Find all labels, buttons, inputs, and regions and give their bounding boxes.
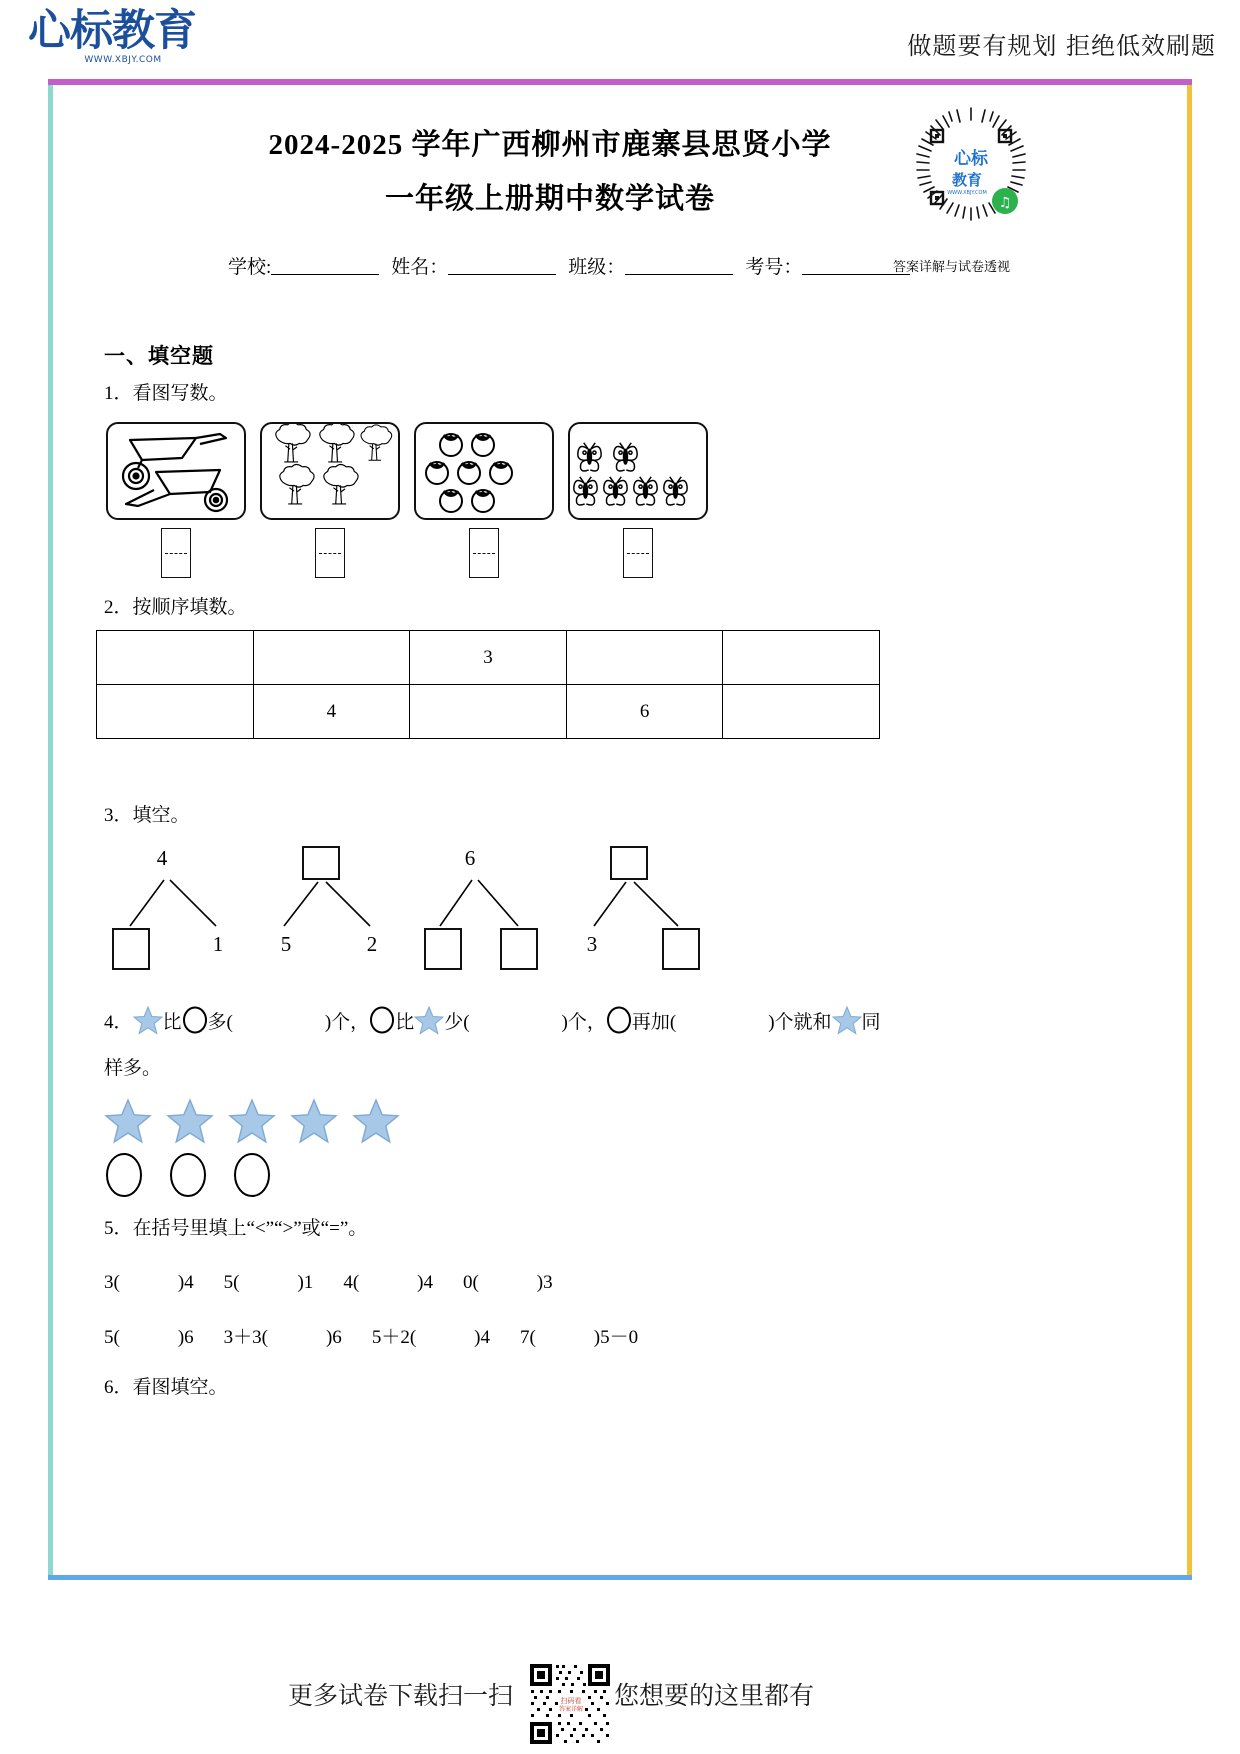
q2-cell-r2c4: 6 <box>566 685 723 739</box>
q3-tree-3-top: 6 <box>464 846 476 870</box>
q4-number: 4． <box>104 1012 133 1033</box>
page-footer <box>0 1596 1240 1754</box>
q5-r1-i3-left: 4( <box>343 1272 360 1293</box>
q3-number: 3． <box>104 805 133 826</box>
q5-r2-i3-right: )4 <box>474 1327 490 1348</box>
header-slogan: 做题要有规划 拒绝低效刷题 <box>907 32 1216 60</box>
svg-text:扫码看: 扫码看 <box>560 1697 582 1705</box>
q4-t1: 比 <box>162 1012 182 1033</box>
q1-text: 看图写数。 <box>132 383 228 404</box>
q5-r2-i4-right: )5－0 <box>593 1327 639 1348</box>
q3-tree-1-top: 4 <box>156 846 168 870</box>
q4-t6: )个， <box>561 1012 606 1033</box>
question-6-prompt <box>104 1372 228 1399</box>
q1-answer-box-4[interactable] <box>623 528 653 578</box>
student-info-line <box>228 252 910 279</box>
q3-text: 填空。 <box>132 805 190 826</box>
question-5-prompt <box>104 1213 367 1240</box>
question-3-prompt <box>104 800 190 827</box>
question-4-prompt <box>104 1000 1104 1092</box>
name-label: 姓名： <box>391 257 449 278</box>
q4-t5: 少( <box>444 1012 470 1033</box>
circle-icon <box>104 1152 144 1198</box>
q3-tree-3-left-box[interactable] <box>424 928 462 970</box>
q2-text: 按顺序填数。 <box>132 597 247 618</box>
star-icon <box>352 1098 400 1144</box>
brand-logo <box>28 6 218 78</box>
q4-t3: )个， <box>324 1012 370 1033</box>
page-title-line2: 一年级上册期中数学试卷 <box>384 183 715 215</box>
q4-t4: 比 <box>395 1012 415 1033</box>
q2-cell-r1c4[interactable] <box>566 631 723 685</box>
circle-icon <box>369 1006 395 1035</box>
q2-cell-r1c2[interactable] <box>253 631 410 685</box>
q4-t8: )个就和 <box>768 1012 832 1033</box>
q2-cell-r2c1[interactable] <box>97 685 254 739</box>
star-icon <box>290 1098 338 1144</box>
circle-icon <box>182 1006 208 1035</box>
q5-r2-i3-left: 5＋2( <box>371 1327 417 1348</box>
q6-text: 看图填空。 <box>132 1377 228 1398</box>
q5-comparison-row-2 <box>104 1322 638 1349</box>
q5-r1-i3-right: )4 <box>417 1272 433 1293</box>
name-input[interactable] <box>448 274 556 275</box>
q5-text: 在括号里填上“<”“>”或“=”。 <box>132 1218 368 1239</box>
q2-cell-r1c3: 3 <box>410 631 567 685</box>
q2-cell-r2c2: 4 <box>253 685 410 739</box>
question-2-prompt <box>104 592 247 619</box>
q5-r1-i4-left: 0( <box>462 1272 479 1293</box>
q5-r1-i1-left: 3( <box>104 1272 120 1293</box>
q3-tree-4-left: 3 <box>586 932 598 956</box>
page-title-line1: 2024-2025 学年广西柳州市鹿寨县思贤小学 <box>268 129 832 161</box>
q4-t10: 样多。 <box>104 1058 162 1079</box>
exam-no-label: 考号： <box>745 257 803 278</box>
class-input[interactable] <box>625 274 733 275</box>
q2-number: 2． <box>104 597 133 618</box>
q3-tree-4-top-box[interactable] <box>610 846 648 880</box>
q5-r2-i4-left: 7( <box>519 1327 536 1348</box>
q2-cell-r2c5[interactable] <box>723 685 880 739</box>
q1-answer-box-3[interactable] <box>469 528 499 578</box>
star-icon <box>414 1006 444 1035</box>
q1-answer-box-1[interactable] <box>161 528 191 578</box>
brand-qr-stamp[interactable] <box>905 104 1037 226</box>
answer-detail-note: 答案详解与试卷透视 <box>893 260 1011 275</box>
q6-number: 6． <box>104 1377 133 1398</box>
footer-right-text: 您想要的这里都有 <box>614 1681 815 1710</box>
q3-tree-3-right-box[interactable] <box>500 928 538 970</box>
table-row <box>97 631 880 685</box>
q3-tree-4 <box>578 846 728 976</box>
q5-number: 5． <box>104 1218 133 1239</box>
star-icon <box>133 1006 163 1035</box>
section-heading-1: 一、填空题 <box>104 344 214 368</box>
q4-circle-row <box>104 1152 296 1203</box>
footer-left-text: 更多试卷下载扫一扫 <box>288 1681 514 1710</box>
q4-t2: 多( <box>207 1012 233 1033</box>
q3-tree-1-left-box[interactable] <box>112 928 150 970</box>
butterfly-icon <box>570 424 706 518</box>
q3-tree-2-right: 2 <box>366 932 378 956</box>
svg-text:答案详解: 答案详解 <box>558 1706 584 1713</box>
star-icon <box>166 1098 214 1144</box>
q3-tree-2-left: 5 <box>280 932 292 956</box>
q5-r1-i4-right: )3 <box>536 1272 553 1293</box>
q1-picture-box-2 <box>260 422 400 520</box>
q2-cell-r2c3[interactable] <box>410 685 567 739</box>
q3-tree-1 <box>112 846 252 976</box>
circle-icon <box>168 1152 208 1198</box>
frame-border-top <box>48 79 1192 85</box>
q5-r1-i2-left: 5( <box>223 1272 240 1293</box>
qr-code-icon <box>905 104 1037 226</box>
circle-icon <box>232 1152 272 1198</box>
qr-brand-bottom: 教育 <box>951 171 983 189</box>
frame-border-right <box>1187 85 1192 1575</box>
q3-tree-2 <box>270 846 410 976</box>
q1-picture-box-3 <box>414 422 554 520</box>
frame-border-bottom <box>48 1575 1192 1580</box>
svg-text:♫: ♫ <box>998 195 1012 211</box>
tomato-icon <box>416 424 552 518</box>
q2-cell-r1c1[interactable] <box>97 631 254 685</box>
q1-answer-box-2[interactable] <box>315 528 345 578</box>
q2-cell-r1c5[interactable] <box>723 631 880 685</box>
wheelbarrow-icon <box>108 424 244 518</box>
q5-r1-i2-right: )1 <box>297 1272 314 1293</box>
q3-tree-1-right: 1 <box>212 932 224 956</box>
q4-t9: 同 <box>861 1012 881 1033</box>
circle-icon <box>606 1006 632 1035</box>
star-icon <box>228 1098 276 1144</box>
q4-star-row <box>104 1098 414 1149</box>
school-label: 学校: <box>228 257 272 278</box>
qr-brand-url: WWW.XBJY.COM <box>947 190 987 196</box>
tree-icon <box>262 424 398 518</box>
table-row <box>97 685 880 739</box>
q3-tree-2-top-box[interactable] <box>302 846 340 880</box>
q4-t7: 再加( <box>631 1012 677 1033</box>
star-icon <box>832 1006 862 1035</box>
q5-r2-i1-left: 5( <box>104 1327 120 1348</box>
qr-code-icon <box>528 1662 612 1746</box>
question-1-prompt <box>104 378 228 405</box>
q1-picture-box-4 <box>568 422 708 520</box>
frame-border-left <box>48 85 53 1575</box>
q5-r2-i2-left: 3＋3( <box>223 1327 268 1348</box>
school-input[interactable] <box>271 274 379 275</box>
q5-comparison-row-1 <box>104 1272 553 1294</box>
q1-number: 1． <box>104 383 133 404</box>
q2-number-sequence-table <box>96 630 880 739</box>
footer-qr-code[interactable] <box>528 1662 612 1746</box>
q1-picture-box-1 <box>106 422 246 520</box>
class-label: 班级： <box>568 257 626 278</box>
q5-r1-i1-right: )4 <box>177 1272 194 1293</box>
q5-r2-i1-right: )6 <box>177 1327 194 1348</box>
q3-tree-4-right-box[interactable] <box>662 928 700 970</box>
qr-brand-top: 心标 <box>954 149 988 169</box>
star-icon <box>104 1098 152 1144</box>
q3-tree-3 <box>420 846 570 976</box>
brand-logo-url: WWW.XBJY.COM <box>84 55 162 65</box>
q5-r2-i2-right: )6 <box>325 1327 342 1348</box>
page-header <box>0 0 1240 82</box>
brand-logo-text: 心标教育 <box>28 6 196 56</box>
